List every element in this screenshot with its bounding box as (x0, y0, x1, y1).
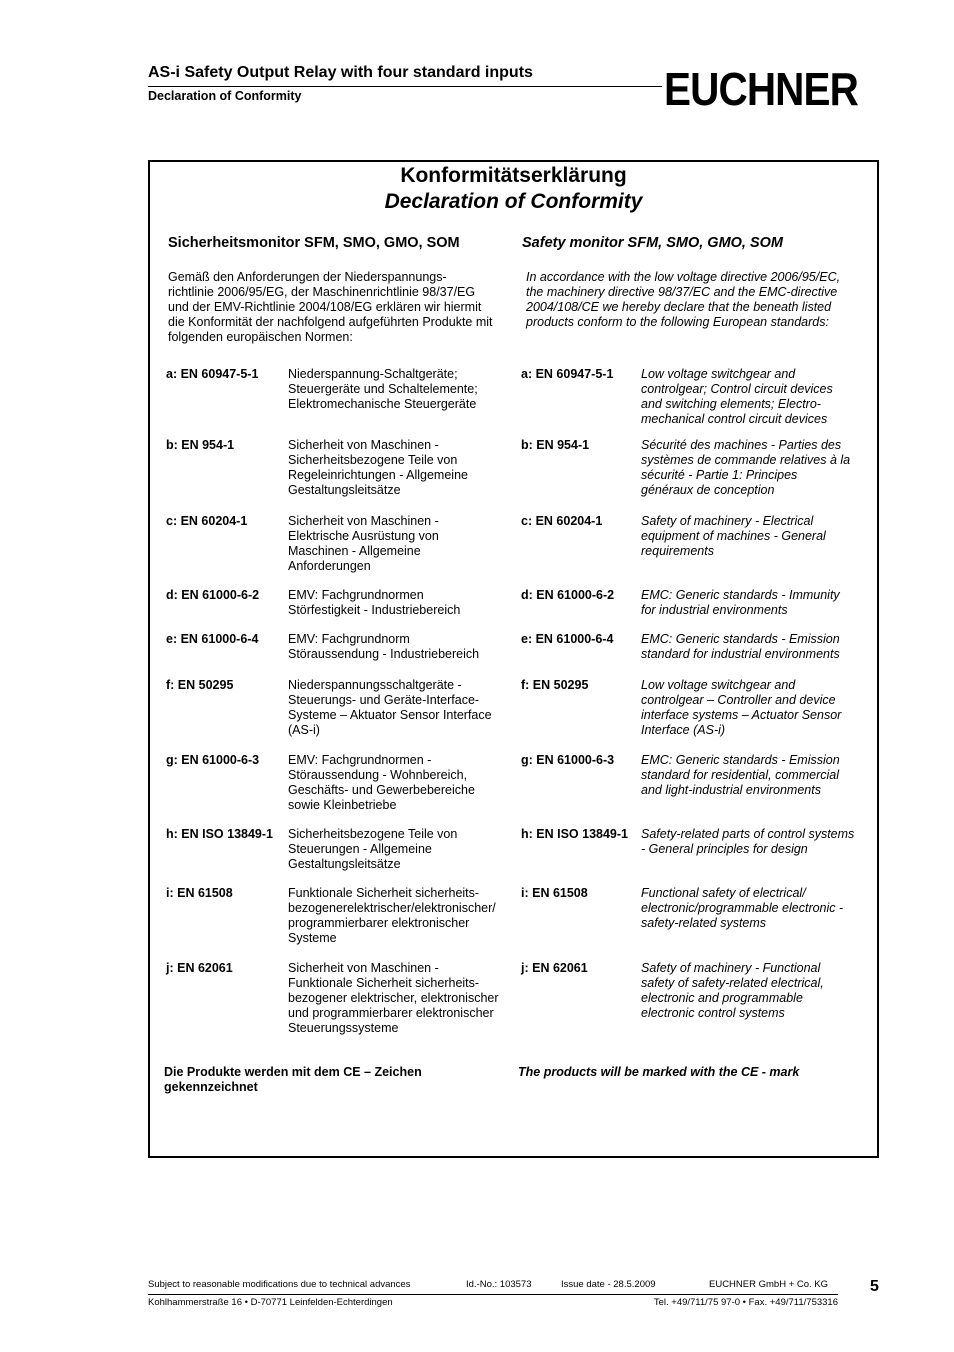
standard-code-de: b: EN 954-1 (166, 438, 235, 452)
declaration-box (148, 160, 879, 1158)
standard-description-de: Niederspannung-Schaltgeräte; Steuergeräte und Schaltelemente; Elektromechanische Steuergeräte (288, 367, 478, 411)
standard-code-en: h: EN ISO 13849-1 (521, 827, 628, 841)
footer-company: EUCHNER GmbH + Co. KG (709, 1279, 829, 1290)
standard-description-en: Low voltage switchgear and controlgear; Control circuit devices and switching elements; Electro- mechanical control circuit devices (641, 367, 833, 426)
standard-description-en: Sécurité des machines - Parties des systèmes de commande relatives à la sécurité - Partie 1: Principes généraux de conception (641, 438, 851, 497)
footer-address: Kohlhammerstraße 16 • D-70771 Leinfelden-Echterdingen (148, 1297, 393, 1308)
standard-description-de: Sicherheit von Maschinen - Funktionale Sicherheit sicherheits- bezogener elektrischer, elektronischer und programmierbarer elektronischer Steuerungssysteme (288, 961, 499, 1035)
standard-description-de: EMV: Fachgrundnorm Störaussendung - Industriebereich (288, 632, 480, 661)
euchner-logo: EUCHNER (664, 63, 859, 115)
standard-code-de: h: EN ISO 13849-1 (166, 827, 273, 841)
standard-description-en: Safety of machinery - Functional safety of safety-related electrical, electronic and programmable electronic control systems (641, 961, 824, 1020)
standard-code-de: c: EN 60204-1 (166, 514, 248, 528)
standard-code-en: c: EN 60204-1 (521, 514, 603, 528)
footer-top-line (148, 1279, 838, 1293)
standard-description-en: EMC: Generic standards - Emission standard for industrial environments (641, 632, 840, 661)
declaration-title-de: Konformitätserklärung (400, 164, 627, 187)
standard-code-en: e: EN 61000-6-4 (521, 632, 614, 646)
standard-code-de: d: EN 61000-6-2 (166, 588, 260, 602)
standard-description-de: Sicherheit von Maschinen - Sicherheitsbezogene Teile von Regeleinrichtungen - Allgemeine Gestaltungsleitsätze (288, 438, 468, 497)
standard-description-de: EMV: Fachgrundnormen - Störaussendung - Wohnbereich, Geschäfts- und Gewerbebereiche sowie Kleinbetriebe (288, 753, 475, 812)
declaration-title-en: Declaration of Conformity (384, 190, 643, 213)
standard-code-de: a: EN 60947-5-1 (166, 367, 259, 381)
footer-modifications: Subject to reasonable modifications due to technical advances (148, 1279, 411, 1290)
standard-code-en: a: EN 60947-5-1 (521, 367, 614, 381)
footer-bottom-line (148, 1297, 838, 1311)
ce-mark-statement-de: Die Produkte werden mit dem CE – Zeichen gekennzeichnet (164, 1065, 422, 1094)
standard-description-de: Funktionale Sicherheit sicherheits- bezogenerelektrischer/elektronischer/ programmierbarer elektronischer Systeme (288, 886, 496, 945)
standard-description-en: Safety-related parts of control systems - General principles for design (641, 827, 855, 856)
intro-text-en: In accordance with the low voltage directive 2006/95/EC, the machinery directive 98/37/EC and the EMC-directive 2004/108/CE we hereby declare that the beneath listed products conform to the following European standards: (526, 270, 841, 329)
standard-code-en: j: EN 62061 (521, 961, 588, 975)
footer-contact: Tel. +49/711/75 97-0 • Fax. +49/711/753316 (653, 1297, 838, 1308)
standard-code-de: e: EN 61000-6-4 (166, 632, 259, 646)
footer-divider (148, 1294, 838, 1295)
standard-code-en: b: EN 954-1 (521, 438, 590, 452)
standard-code-en: g: EN 61000-6-3 (521, 753, 615, 767)
standard-code-en: d: EN 61000-6-2 (521, 588, 615, 602)
standard-description-en: EMC: Generic standards - Emission standard for residential, commercial and light-industrial environments (641, 753, 840, 797)
standard-code-de: j: EN 62061 (166, 961, 233, 975)
footer-issue-date: Issue date - 28.5.2009 (561, 1279, 656, 1290)
document-subtitle: Declaration of Conformity (148, 89, 302, 103)
ce-mark-statement-en: The products will be marked with the CE - mark (518, 1065, 800, 1079)
product-heading-en: Safety monitor SFM, SMO, GMO, SOM (522, 235, 784, 251)
document-title: AS-i Safety Output Relay with four standard inputs (148, 64, 533, 81)
standard-description-de: EMV: Fachgrundnormen Störfestigkeit - Industriebereich (288, 588, 461, 617)
header-divider (148, 86, 662, 87)
standard-code-en: i: EN 61508 (521, 886, 588, 900)
page-number: 5 (870, 1278, 879, 1295)
standard-description-de: Niederspannungsschaltgeräte - Steuerungs- und Geräte-Interface- Systeme – Aktuator Sensor Interface (AS-i) (288, 678, 492, 737)
product-heading-de: Sicherheitsmonitor SFM, SMO, GMO, SOM (168, 235, 460, 251)
standard-description-en: Low voltage switchgear and controlgear – Controller and device interface systems – Actuator Sensor Interface (AS-i) (641, 678, 842, 737)
intro-text-de: Gemäß den Anforderungen der Niederspannungs- richtlinie 2006/95/EG, der Maschinenrichtlinie 98/37/EG und der EMV-Richtlinie 2004/108/EG erklären wir hiermit die Konformität der nachfolgend aufgeführten Produkte mit folgenden europäischen Normen: (168, 270, 493, 344)
footer-id-number: Id.-No.: 103573 (466, 1279, 532, 1290)
standard-code-en: f: EN 50295 (521, 678, 589, 692)
standard-code-de: f: EN 50295 (166, 678, 234, 692)
standard-description-de: Sicherheitsbezogene Teile von Steuerungen - Allgemeine Gestaltungsleitsätze (288, 827, 458, 871)
standard-code-de: g: EN 61000-6-3 (166, 753, 260, 767)
standard-code-de: i: EN 61508 (166, 886, 233, 900)
standard-description-en: Functional safety of electrical/ electronic/programmable electronic - safety-related systems (641, 886, 844, 930)
standard-description-en: EMC: Generic standards - Immunity for industrial environments (641, 588, 840, 617)
standard-description-en: Safety of machinery - Electrical equipment of machines - General requirements (641, 514, 826, 558)
standard-description-de: Sicherheit von Maschinen - Elektrische Ausrüstung von Maschinen - Allgemeine Anforderungen (288, 514, 439, 573)
